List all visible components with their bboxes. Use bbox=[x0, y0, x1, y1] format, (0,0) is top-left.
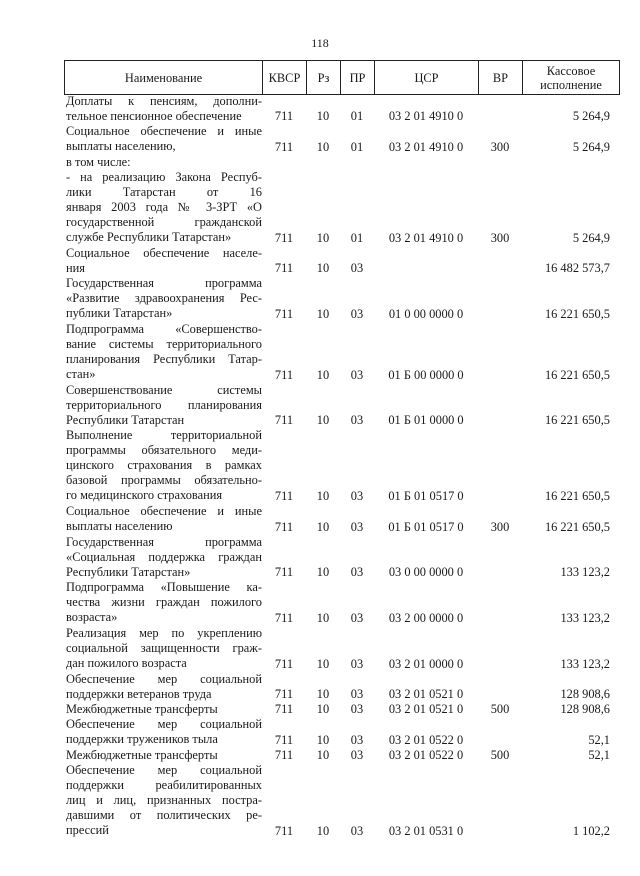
table-row bbox=[0, 504, 640, 534]
cell-rz: 10 bbox=[316, 747, 330, 762]
row-name bbox=[66, 276, 262, 321]
cell-kvsr: 711 bbox=[274, 231, 294, 245]
row-name-line: чества жизни граждан пожилого bbox=[66, 595, 262, 610]
row-name-line: социальной защищенности граж- bbox=[66, 641, 262, 655]
page-number: 118 bbox=[311, 36, 329, 50]
row-name bbox=[66, 124, 262, 154]
cell-kvsr: 711 bbox=[274, 489, 294, 504]
row-name bbox=[66, 155, 262, 170]
table-header bbox=[64, 60, 620, 95]
row-name-line: публики Татарстан» bbox=[66, 306, 173, 321]
cell-amount: 128 908,6 bbox=[560, 686, 610, 701]
cell-kvsr: 711 bbox=[274, 367, 294, 382]
cell-pr: 03 bbox=[350, 610, 364, 625]
cell-kvsr: 711 bbox=[274, 109, 294, 124]
table-row bbox=[0, 276, 640, 322]
row-name-line: Выполнение территориальной bbox=[66, 428, 262, 443]
row-name-line: базовой программы обязательно- bbox=[66, 473, 262, 488]
cell-amount: 5 264,9 bbox=[572, 139, 610, 154]
cell-amount: 16 221 650,5 bbox=[544, 413, 610, 428]
row-name-line: - на реализацию Закона Респуб- bbox=[66, 170, 262, 184]
cell-pr: 03 bbox=[350, 823, 364, 838]
row-name bbox=[66, 672, 262, 702]
cell-rz: 10 bbox=[316, 231, 330, 245]
cell-csr: 01 Б 00 0000 0 bbox=[388, 367, 464, 382]
row-name-line: программы обязательного меди- bbox=[66, 443, 262, 458]
cell-vr: 300 bbox=[490, 231, 510, 245]
cell-csr: 03 2 01 4910 0 bbox=[388, 109, 464, 124]
row-name-line: го медицинского страхования bbox=[66, 488, 223, 503]
row-name-line: возраста» bbox=[66, 610, 118, 625]
table-row bbox=[0, 535, 640, 581]
row-name-line: Межбюджетные трансферты bbox=[66, 702, 218, 716]
row-name-line: Социальное обеспечение населе- bbox=[66, 246, 262, 260]
cell-pr: 01 bbox=[350, 109, 364, 124]
cell-rz: 10 bbox=[316, 261, 330, 276]
header-rz: Рз bbox=[307, 61, 341, 94]
cell-rz: 10 bbox=[316, 656, 330, 671]
cell-kvsr: 711 bbox=[274, 702, 294, 717]
row-name-line: Совершенствование системы bbox=[66, 382, 262, 397]
cell-kvsr: 711 bbox=[274, 565, 294, 580]
cell-pr: 01 bbox=[350, 139, 364, 154]
row-name-line: выплаты населению bbox=[66, 519, 173, 534]
row-name-line: в том числе: bbox=[66, 154, 131, 169]
row-name-line: службе Республики Татарстан» bbox=[66, 230, 232, 244]
cell-kvsr: 711 bbox=[274, 306, 294, 321]
row-name-line: выплаты населению, bbox=[66, 139, 176, 154]
cell-rz: 10 bbox=[316, 489, 330, 504]
row-name-line: Республики Татарстан bbox=[66, 412, 185, 427]
row-name-line: лики Татарстан от 16 bbox=[66, 185, 262, 199]
row-name-line: цинского страхования в рамках bbox=[66, 458, 262, 473]
row-name bbox=[66, 580, 262, 625]
cell-amount: 5 264,9 bbox=[572, 109, 610, 124]
cell-csr: 03 2 01 0000 0 bbox=[388, 656, 464, 671]
cell-pr: 03 bbox=[350, 306, 364, 321]
cell-csr: 03 0 00 0000 0 bbox=[388, 565, 464, 580]
row-name bbox=[66, 322, 262, 382]
cell-csr: 01 0 00 0000 0 bbox=[388, 306, 464, 321]
cell-csr: 03 2 01 4910 0 bbox=[388, 139, 464, 154]
cell-amount: 16 221 650,5 bbox=[544, 519, 610, 534]
row-name-line: Обеспечение мер социальной bbox=[66, 762, 262, 777]
cell-rz: 10 bbox=[316, 823, 330, 838]
cell-rz: 10 bbox=[316, 139, 330, 154]
cell-csr: 01 Б 01 0000 0 bbox=[388, 413, 464, 428]
table-row bbox=[0, 428, 640, 504]
table-row bbox=[0, 580, 640, 626]
cell-kvsr: 711 bbox=[274, 610, 294, 625]
row-name-line: «Социальная поддержка граждан bbox=[66, 549, 262, 564]
table-row bbox=[0, 170, 640, 246]
row-name bbox=[66, 383, 262, 428]
cell-kvsr: 711 bbox=[274, 656, 294, 671]
row-name-line: Подпрограмма «Повышение ка- bbox=[66, 580, 262, 595]
table-row bbox=[0, 748, 640, 763]
row-name-line: Республики Татарстан» bbox=[66, 564, 191, 579]
row-name-line: стан» bbox=[66, 367, 96, 381]
cell-amount: 16 482 573,7 bbox=[544, 261, 610, 276]
cell-rz: 10 bbox=[316, 367, 330, 382]
header-kvsr: КВСР bbox=[263, 61, 307, 94]
row-name-line: Обеспечение мер социальной bbox=[66, 671, 262, 686]
cell-vr: 300 bbox=[490, 139, 510, 154]
row-name-line: вание системы территориального bbox=[66, 337, 262, 351]
row-name-line: Социальное обеспечение и иные bbox=[66, 504, 262, 519]
table-row bbox=[0, 626, 640, 672]
cell-csr: 01 Б 01 0517 0 bbox=[388, 489, 464, 504]
cell-csr: 03 2 01 0522 0 bbox=[388, 732, 464, 747]
cell-csr: 01 Б 01 0517 0 bbox=[388, 519, 464, 534]
header-name: Наименование bbox=[65, 61, 263, 94]
row-name-line: января 2003 года № 3-ЗРТ «О bbox=[66, 200, 262, 214]
table-row bbox=[0, 94, 640, 124]
cell-csr: 03 2 00 0000 0 bbox=[388, 610, 464, 625]
table-row bbox=[0, 717, 640, 747]
cell-kvsr: 711 bbox=[274, 747, 294, 762]
cell-rz: 10 bbox=[316, 732, 330, 747]
row-name-line: поддержки реабилитированных bbox=[66, 777, 262, 792]
row-name bbox=[66, 94, 262, 124]
cell-vr: 300 bbox=[490, 519, 510, 534]
cell-kvsr: 711 bbox=[274, 823, 294, 838]
cell-pr: 03 bbox=[350, 732, 364, 747]
row-name-line: поддержки тружеников тыла bbox=[66, 732, 218, 747]
row-name-line: Межбюджетные трансферты bbox=[66, 747, 218, 762]
table-row bbox=[0, 155, 640, 170]
cell-csr: 03 2 01 0522 0 bbox=[388, 747, 464, 762]
cell-kvsr: 711 bbox=[274, 732, 294, 747]
cell-csr: 03 2 01 4910 0 bbox=[388, 231, 464, 245]
table-row bbox=[0, 322, 640, 383]
table-row bbox=[0, 383, 640, 429]
row-name-line: давшими от политических ре- bbox=[66, 807, 262, 822]
row-name bbox=[66, 763, 262, 838]
cell-pr: 03 bbox=[350, 702, 364, 717]
row-name-line: поддержки ветеранов труда bbox=[66, 686, 212, 701]
table-row bbox=[0, 702, 640, 717]
row-name bbox=[66, 170, 262, 245]
row-name-line: Доплаты к пенсиям, дополни- bbox=[66, 94, 262, 108]
cell-kvsr: 711 bbox=[274, 413, 294, 428]
row-name-line: дан пожилого возраста bbox=[66, 656, 187, 670]
cell-kvsr: 711 bbox=[274, 519, 294, 534]
cell-pr: 03 bbox=[350, 413, 364, 428]
cell-rz: 10 bbox=[316, 413, 330, 428]
header-amount: Кассовое исполнение bbox=[540, 63, 602, 92]
cell-amount: 1 102,2 bbox=[572, 823, 610, 838]
cell-pr: 03 bbox=[350, 686, 364, 701]
row-name-line: Государственная программа bbox=[66, 276, 262, 291]
cell-amount: 5 264,9 bbox=[572, 231, 610, 245]
row-name-line: Подпрограмма «Совершенство- bbox=[66, 322, 262, 336]
cell-amount: 133 123,2 bbox=[560, 610, 610, 625]
row-name bbox=[66, 535, 262, 580]
row-name-line: Социальное обеспечение и иные bbox=[66, 124, 262, 139]
row-name-line: территориального планирования bbox=[66, 397, 262, 412]
cell-amount: 52,1 bbox=[588, 747, 610, 762]
row-name-line: лиц и лиц, признанных постра- bbox=[66, 792, 262, 807]
row-name bbox=[66, 702, 262, 717]
cell-kvsr: 711 bbox=[274, 139, 294, 154]
cell-amount: 128 908,6 bbox=[560, 702, 610, 717]
row-name-line: государственной гражданской bbox=[66, 215, 262, 229]
cell-amount: 133 123,2 bbox=[560, 656, 610, 671]
row-name-line: Обеспечение мер социальной bbox=[66, 717, 262, 732]
cell-rz: 10 bbox=[316, 565, 330, 580]
row-name bbox=[66, 504, 262, 534]
header-vr: ВР bbox=[479, 61, 523, 94]
cell-csr: 03 2 01 0531 0 bbox=[388, 823, 464, 838]
cell-csr: 03 2 01 0521 0 bbox=[388, 702, 464, 717]
cell-vr: 500 bbox=[490, 747, 510, 762]
cell-pr: 03 bbox=[350, 261, 364, 276]
cell-amount: 52,1 bbox=[588, 732, 610, 747]
row-name-line: планирования Республики Татар- bbox=[66, 352, 262, 366]
cell-rz: 10 bbox=[316, 109, 330, 124]
cell-pr: 03 bbox=[350, 519, 364, 534]
header-csr: ЦСР bbox=[375, 61, 479, 94]
row-name bbox=[66, 246, 262, 276]
cell-kvsr: 711 bbox=[274, 261, 294, 276]
row-name-line: Государственная программа bbox=[66, 534, 262, 549]
cell-amount: 16 221 650,5 bbox=[544, 489, 610, 504]
cell-kvsr: 711 bbox=[274, 686, 294, 701]
cell-vr: 500 bbox=[490, 702, 510, 717]
row-name bbox=[66, 626, 262, 671]
cell-rz: 10 bbox=[316, 702, 330, 717]
cell-csr: 03 2 01 0521 0 bbox=[388, 686, 464, 701]
table-row bbox=[0, 124, 640, 154]
header-pr: ПР bbox=[341, 61, 375, 94]
cell-pr: 03 bbox=[350, 489, 364, 504]
cell-rz: 10 bbox=[316, 686, 330, 701]
table-row bbox=[0, 763, 640, 839]
table-row bbox=[0, 672, 640, 702]
row-name-line: Реализация мер по укреплению bbox=[66, 626, 262, 640]
row-name-line: ния bbox=[66, 261, 85, 275]
row-name bbox=[66, 428, 262, 503]
row-name-line: прессий bbox=[66, 822, 109, 837]
cell-rz: 10 bbox=[316, 610, 330, 625]
cell-amount: 16 221 650,5 bbox=[544, 367, 610, 382]
cell-rz: 10 bbox=[316, 306, 330, 321]
cell-rz: 10 bbox=[316, 519, 330, 534]
cell-pr: 03 bbox=[350, 656, 364, 671]
row-name bbox=[66, 748, 262, 763]
cell-pr: 03 bbox=[350, 367, 364, 382]
cell-amount: 16 221 650,5 bbox=[544, 306, 610, 321]
table-row bbox=[0, 246, 640, 276]
cell-amount: 133 123,2 bbox=[560, 565, 610, 580]
cell-pr: 03 bbox=[350, 747, 364, 762]
cell-pr: 03 bbox=[350, 565, 364, 580]
cell-pr: 01 bbox=[350, 231, 364, 245]
row-name-line: «Развитие здравоохранения Рес- bbox=[66, 291, 262, 306]
row-name bbox=[66, 717, 262, 747]
row-name-line: тельное пенсионное обеспечение bbox=[66, 109, 242, 123]
